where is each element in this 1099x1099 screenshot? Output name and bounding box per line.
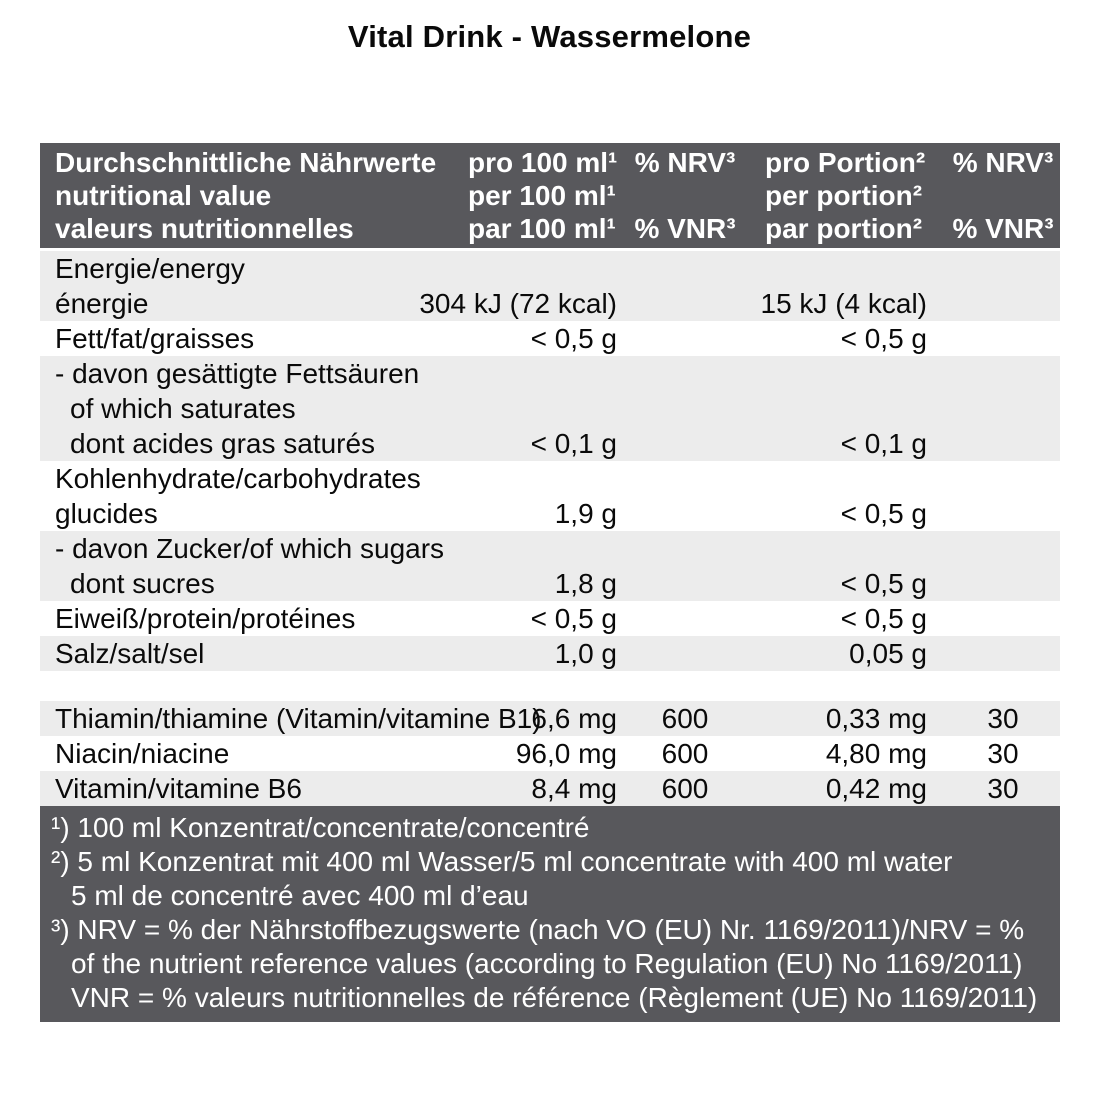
footnote-line: of the nutrient reference values (according to Regulation (EU) No 1169/2011) (71, 948, 1023, 979)
header-col-nutrients: Durchschnittliche Nährwerte nutritional value valeurs nutritionnelles (55, 147, 437, 244)
header-col-nrv-100ml: % NRV³ % VNR³ (634, 147, 736, 244)
row-vitamin-b6 (40, 771, 1060, 806)
value-per-100ml: < 0,5 g (530, 323, 617, 354)
footnotes (40, 806, 1060, 1022)
value-per-100ml: 8,4 mg (531, 773, 617, 804)
value-per-100ml: 6,6 mg (531, 703, 617, 734)
row-niacin (40, 736, 1060, 771)
header-col-per-100ml: pro 100 ml¹ per 100 ml¹ par 100 ml¹ (468, 147, 618, 244)
value-per-portion: 4,80 mg (825, 738, 927, 769)
header-col-nrv-portion: % NRV³ % VNR³ (952, 147, 1054, 244)
row-label-line: dont acides gras saturés (70, 428, 376, 459)
value-nrv-portion: 30 (987, 703, 1019, 734)
value-per-100ml: 1,9 g (554, 498, 617, 529)
row-label-line: glucides (55, 498, 158, 529)
row-fat (40, 321, 1060, 356)
footnote-line: 5 ml de concentré avec 400 ml d’eau (71, 880, 529, 911)
row-label-line: énergie (55, 288, 149, 319)
row-protein (40, 601, 1060, 636)
value-per-portion: < 0,5 g (840, 323, 927, 354)
row-label-line: of which saturates (70, 393, 296, 424)
value-nrv-portion: 30 (987, 773, 1019, 804)
footnote-line: ²) 5 ml Konzentrat mit 400 ml Wasser/5 ml concentrate with 400 ml water (51, 846, 953, 877)
value-per-portion: 0,05 g (849, 638, 927, 669)
footnote-line: ¹) 100 ml Konzentrat/concentrate/concentré (51, 812, 590, 843)
row-label-line: Energie/energy (55, 253, 245, 284)
footnote-line: VNR = % valeurs nutritionnelles de référence (Règlement (UE) No 1169/2011) (71, 982, 1038, 1013)
header-col-per-portion: pro Portion² per portion² par portion² (765, 147, 926, 244)
value-per-100ml: < 0,5 g (530, 603, 617, 634)
row-label-line: Vitamin/vitamine B6 (55, 773, 302, 804)
value-per-100ml: 96,0 mg (515, 738, 617, 769)
product-title: Vital Drink - Wassermelone (347, 19, 752, 54)
value-per-portion: 0,33 mg (825, 703, 927, 734)
row-label-line: - davon gesättigte Fettsäuren (55, 358, 420, 389)
value-per-100ml: 304 kJ (72 kcal) (419, 288, 617, 319)
nutrition-table (40, 143, 1060, 1022)
value-per-portion: < 0,5 g (840, 603, 927, 634)
value-per-100ml: 1,8 g (554, 568, 617, 599)
value-nrv-100ml: 600 (661, 773, 709, 804)
row-saturates (40, 356, 1060, 461)
value-per-portion: 15 kJ (4 kcal) (760, 288, 927, 319)
value-nrv-100ml: 600 (661, 703, 709, 734)
row-thiamine (40, 701, 1060, 736)
value-nrv-portion: 30 (987, 738, 1019, 769)
row-label-line: Fett/fat/graisses (55, 323, 255, 354)
row-energy (40, 251, 1060, 321)
row-carbohydrates (40, 461, 1060, 531)
row-label-line: dont sucres (70, 568, 215, 599)
value-per-100ml: 1,0 g (554, 638, 617, 669)
value-per-100ml: < 0,1 g (530, 428, 617, 459)
value-per-portion: < 0,5 g (840, 568, 927, 599)
row-label-line: Kohlenhydrate/carbohydrates (55, 463, 421, 494)
row-label-line: Thiamin/thiamine (Vitamin/vitamine B1) (55, 703, 542, 734)
section-gap (40, 671, 1060, 701)
row-sugars (40, 531, 1060, 601)
value-per-portion: < 0,1 g (840, 428, 927, 459)
row-label-line: Niacin/niacine (55, 738, 230, 769)
row-label-line: Eiweiß/protein/protéines (55, 603, 356, 634)
value-per-portion: 0,42 mg (825, 773, 927, 804)
table-header (40, 143, 1060, 248)
row-label-line: Salz/salt/sel (55, 638, 205, 669)
row-salt (40, 636, 1060, 671)
row-label-line: - davon Zucker/of which sugars (55, 533, 445, 564)
footnote-line: ³) NRV = % der Nährstoffbezugswerte (nach VO (EU) Nr. 1169/2011)/NRV = % (51, 914, 1025, 945)
value-per-portion: < 0,5 g (840, 498, 927, 529)
value-nrv-100ml: 600 (661, 738, 709, 769)
